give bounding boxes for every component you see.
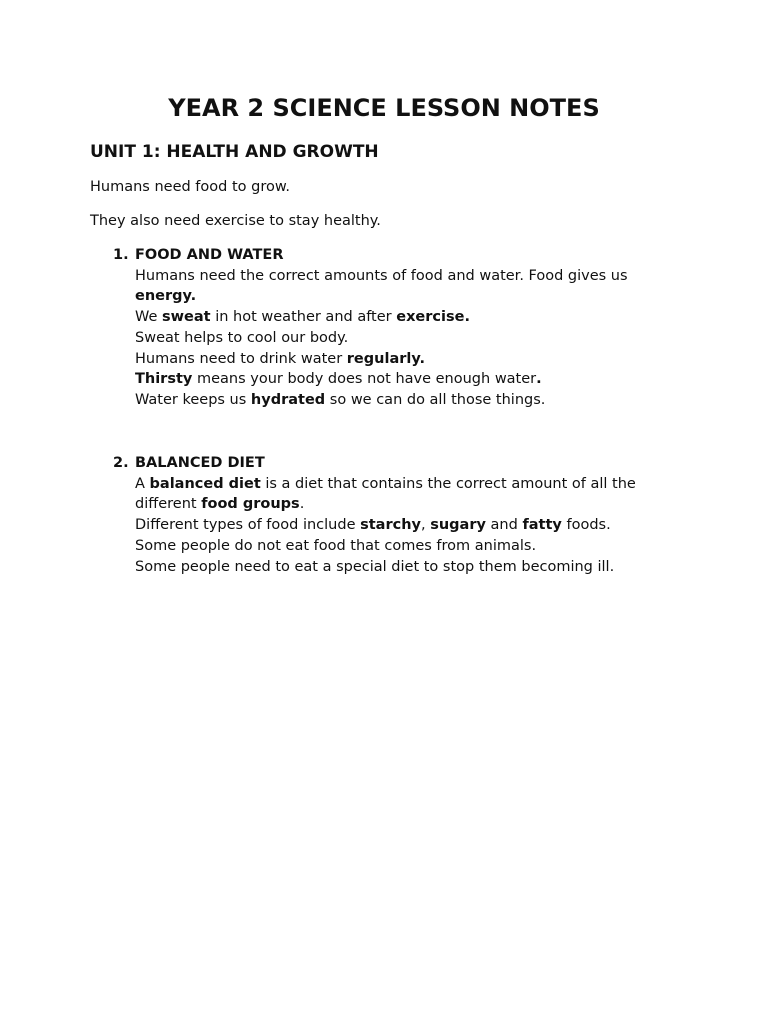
text-run: A [135,475,150,492]
intro-paragraph-1: Humans need food to grow. [90,179,290,195]
section-heading [113,245,713,266]
text-run: Water keeps us [135,391,251,408]
text-run: Some people need to eat a special diet to stop them becoming ill. [135,558,615,575]
body-line [135,557,713,578]
bold-keyword: balanced diet [149,475,261,492]
unit-heading: UNIT 1: HEALTH AND GROWTH [90,142,379,162]
text-run: We [135,309,163,326]
bold-keyword: starchy [360,517,421,534]
text-run: means your body does not have enough water [192,371,537,388]
body-line [135,536,713,557]
document-title: YEAR 2 SCIENCE LESSON NOTES [168,94,600,122]
body-line [135,328,713,349]
bold-keyword: energy. [135,288,197,305]
section-body [113,474,713,578]
text-run: Some people do not eat food that comes from animals. [135,537,537,554]
bold-keyword: exercise. [396,309,470,326]
text-run: is a diet that contains the correct amount of all the [260,475,636,492]
section-balanced-diet [113,453,713,577]
bold-keyword: Thirsty [135,371,193,388]
text-run: . [299,496,305,513]
text-run: so we can do all those things. [325,391,546,408]
section-title: FOOD AND WATER [135,247,284,263]
intro-paragraph-2: They also need exercise to stay healthy. [90,213,381,229]
body-line [135,349,713,370]
body-line [135,307,713,328]
text-run: , [420,517,431,534]
bold-keyword: . [536,371,542,388]
bold-keyword: hydrated [250,391,326,408]
text-run: Sweat helps to cool our body. [135,329,349,346]
text-run: Humans need to drink water [135,350,347,367]
text-run: Different types of food include [135,517,361,534]
section-number: 2. [113,455,129,471]
body-line [135,369,713,390]
body-line [135,474,713,495]
section-title: BALANCED DIET [135,455,265,471]
section-number: 1. [113,247,129,263]
body-line [135,266,713,287]
body-line [135,390,713,411]
text-run: Humans need the correct amounts of food and water. Food gives us [135,267,628,284]
text-run: in hot weather and after [210,309,397,326]
text-run: foods. [561,517,611,534]
body-line [135,494,713,515]
bold-keyword: sugary [430,517,486,534]
body-line [135,515,713,536]
section-body [113,266,713,411]
bold-keyword: fatty [522,517,562,534]
section-heading [113,453,713,474]
body-line [135,286,713,307]
bold-keyword: regularly. [346,350,425,367]
bold-keyword: sweat [162,309,211,326]
text-run: and [485,517,523,534]
bold-keyword: food groups [201,496,300,513]
section-food-and-water [113,245,713,411]
text-run: different [135,496,202,513]
